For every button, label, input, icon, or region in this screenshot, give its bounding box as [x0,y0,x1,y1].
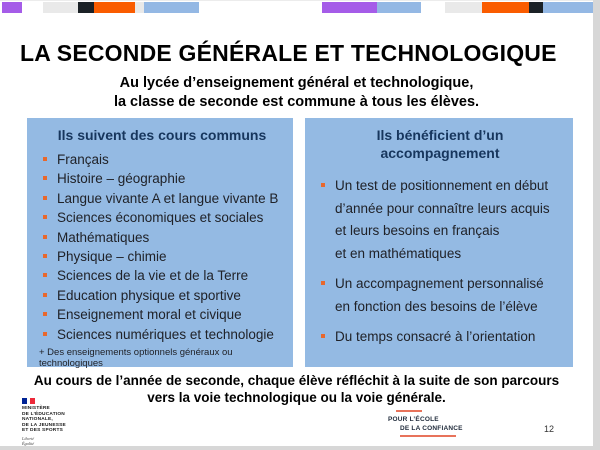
top-bar-segment [94,2,135,13]
list-item-text: Un test de positionnement en début d’année pour connaître leurs acquis et leurs besoins en français et en mathématiques [335,178,550,261]
square-bullet-icon [43,293,47,297]
optional-courses-footnote: + Des enseignements optionnels généraux ou technologiques [39,347,233,370]
ministry-motto: Liberté Égalité [22,435,35,446]
slide-top-border [0,0,600,1]
square-bullet-icon [43,332,47,336]
list-item-text: Enseignement moral et civique [57,307,242,323]
list-item [39,189,285,208]
list-item-text: Langue vivante A et langue vivante B [57,190,279,206]
list-item [39,247,285,266]
top-bar-segment [543,2,593,13]
badge-line-1: POUR L’ÉCOLE [388,416,439,423]
accompaniment-heading-line-1: Ils bénéficient d’un [376,127,504,143]
square-bullet-icon [321,183,325,187]
school-confidence-badge [388,410,473,437]
list-item [317,175,563,265]
subtitle-line-1: Au lycée d’enseignement général et technologique, [119,75,474,91]
accompaniment-heading-line-2: accompagnement [380,145,500,161]
common-courses-heading: Ils suivent des cours communs [57,127,267,143]
conclusion-line-1: Au cours de l’année de seconde, chaque élève réfléchit à la suite de son parcours [33,373,560,388]
list-item-text: Mathématiques [57,229,150,245]
top-bar-segment [482,2,529,13]
list-item-text: Sciences économiques et sociales [57,210,264,226]
list-item-text: Education physique et sportive [57,287,241,303]
list-item [317,273,563,318]
subtitle-line-2: la classe de seconde est commune à tous les élèves. [113,94,480,110]
top-bar-segment [377,2,421,13]
accompaniment-heading [317,126,563,162]
accompaniment-list [317,175,563,349]
list-item [39,325,285,344]
square-bullet-icon [43,273,47,277]
badge-top-line [396,410,422,412]
square-bullet-icon [43,215,47,219]
list-item [39,286,285,305]
top-bar-segment [529,2,543,13]
badge-line-2: DE LA CONFIANCE [400,425,463,432]
list-item-text: Sciences numériques et technologie [57,326,274,342]
conclusion-line-2: vers la voie technologique ou la voie générale. [147,389,446,405]
decorative-top-bar [0,2,600,13]
square-bullet-icon [43,235,47,239]
square-bullet-icon [43,196,47,200]
french-flag-icon [22,398,35,404]
list-item-text: Histoire – géographie [57,171,186,187]
top-bar-segment [445,2,482,13]
list-item-text: Français [57,152,109,167]
list-item [317,326,563,349]
list-item [39,266,285,285]
subtitle [0,74,593,112]
top-bar-segment [322,2,377,13]
common-courses-panel [27,118,293,370]
slide-right-border [593,0,600,450]
top-bar-segment [144,2,199,13]
slide-bottom-border [0,446,600,450]
list-item-text: Physique – chimie [57,249,167,265]
top-bar-segment [2,2,22,13]
list-item-text: Du temps consacré à l’orientation [335,329,536,344]
ministry-logo [22,398,92,450]
square-bullet-icon [321,334,325,338]
page-title: LA SECONDE GÉNÉRALE ET TECHNOLOGIQUE [20,40,557,66]
list-item-text: Sciences de la vie et de la Terre [57,268,249,284]
accompaniment-panel [305,118,573,367]
list-item [39,228,285,247]
badge-bottom-line [400,435,456,437]
list-item [39,305,285,324]
square-bullet-icon [43,157,47,161]
square-bullet-icon [43,312,47,316]
list-item [39,150,285,169]
ministry-name: MINISTÈRE DE L’ÉDUCATION NATIONALE, DE LA JEUNESSE ET DES SPORTS [22,406,66,434]
list-item-text: Un accompagnement personnalisé en fonction des besoins de l’élève [335,276,544,314]
square-bullet-icon [43,254,47,258]
list-item [39,169,285,188]
top-bar-segment [135,2,144,13]
top-bar-segment [78,2,94,13]
common-courses-list [39,150,285,344]
page-number: 12 [544,424,555,434]
square-bullet-icon [321,281,325,285]
square-bullet-icon [43,176,47,180]
top-bar-segment [43,2,78,13]
list-item [39,208,285,227]
